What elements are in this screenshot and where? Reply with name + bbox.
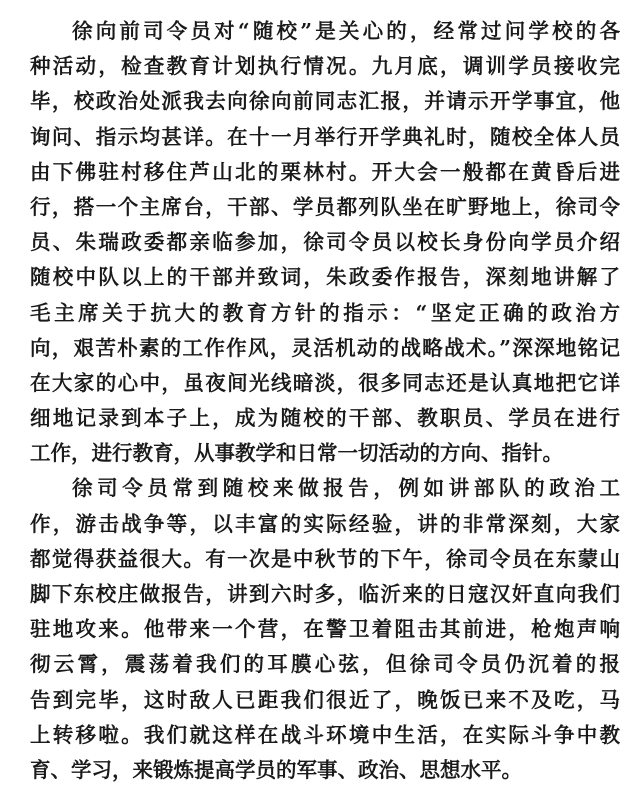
text-line: 驻地攻来。他带来一个营，在警卫着阻击其前进，枪炮声响 [30,617,620,642]
text-line: 都觉得获益很大。有一次是中秋节的下午，徐司令员在东蒙山 [30,546,620,571]
text-line: 行，搭一个主席台，干部、学员都列队坐在旷野地上，徐司令 [30,194,620,219]
text-line: 毛主席关于抗大的教育方针的指示：“坚定正确的政治方 [30,300,620,325]
text-line: 告到完毕，这时敌人已距我们很近了，晚饭已来不及吃，马 [30,687,620,712]
text-line: 作，游击战争等，以丰富的实际经验，讲的非常深刻，大家 [30,511,620,536]
text-line: 种活动，检查教育计划执行情况。九月底，调训学员接收完 [30,54,620,79]
text-line: 上转移啦。我们就这样在战斗环境中生活，在实际斗争中教 [30,722,620,747]
text-line: 徐司令员常到随校来做报告，例如讲部队的政治工 [72,476,620,501]
article-body [30,14,620,788]
text-line: 工作，进行教育，从事教学和日常一切活动的方向、指针。 [30,441,563,466]
text-line: 询问、指示均甚详。在十一月举行开学典礼时，随校全体人员 [30,124,620,149]
text-line: 毕，校政治处派我去向徐向前同志汇报，并请示开学事宜，他 [30,89,620,114]
text-line: 徐向前司令员对“随校”是关心的，经常过问学校的各 [72,19,620,43]
text-line: 脚下东校庄做报告，讲到六时多，临沂来的日寇汉奸直向我们 [30,582,620,606]
text-line: 向，艰苦朴素的工作作风，灵活机动的战略战术。”深深地铭记 [30,335,620,360]
text-line: 在大家的心中，虽夜间光线暗淡，很多同志还是认真地把它详 [30,370,620,395]
text-line: 由下佛驻村移住芦山北的栗林村。开大会一般都在黄昏后进 [30,159,620,184]
text-line: 员、朱瑞政委都亲临参加，徐司令员以校长身份向学员介绍 [30,230,620,255]
text-line: 育、学习，来锻炼提高学员的军事、政治、思想水平。 [30,757,522,782]
text-line: 细地记录到本子上，成为随校的干部、教职员、学员在进行 [30,406,620,431]
text-line: 彻云霄，震荡着我们的耳膜心弦，但徐司令员仍沉着的报 [30,652,620,677]
text-line: 随校中队以上的干部并致词，朱政委作报告，深刻地讲解了 [30,265,620,290]
